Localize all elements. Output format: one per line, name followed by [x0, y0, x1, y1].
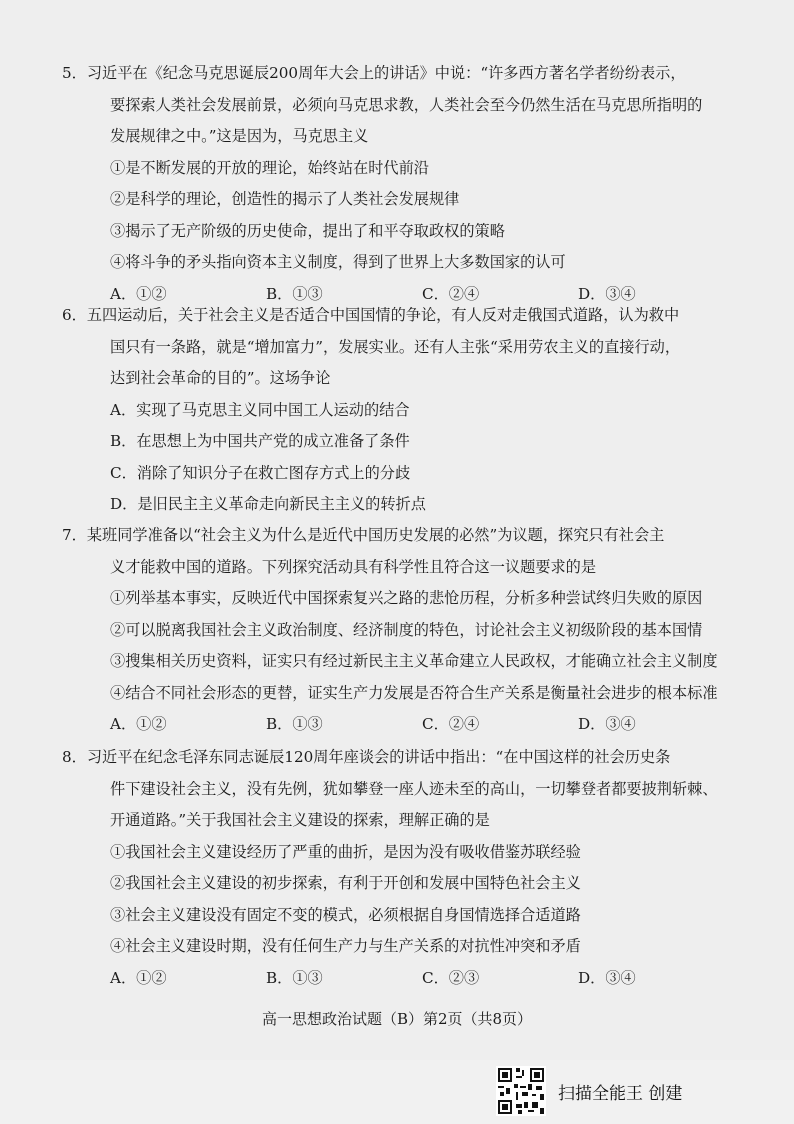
option-a[interactable]: A．①② [110, 284, 167, 303]
statement: ③揭示了无产阶级的历史使命，提出了和平夺取政权的策略 [110, 221, 505, 240]
option-b[interactable]: B．①③ [266, 715, 323, 733]
statement: ③社会主义建设没有固定不变的模式，必须根据自身国情选择合适道路 [110, 905, 581, 924]
option-b[interactable]: B．①③ [266, 968, 323, 987]
question-stem-line: 件下建设社会主义，没有先例，犹如攀登一座人迹未至的高山，一切攀登者都要披荆斩棘、 [110, 779, 718, 798]
question-stem-line: 6．五四运动后，关于社会主义是否适合中国国情的争论，有人反对走俄国式道路，认为救中 [62, 306, 680, 324]
option-a[interactable]: A．①② [110, 968, 167, 987]
option-a[interactable]: A．①② [110, 715, 167, 733]
question-stem-line: 义才能救中国的道路。下列探究活动具有科学性且符合这一议题要求的是 [110, 557, 596, 576]
scanner-watermark [496, 1066, 682, 1116]
question-stem-line: 8．习近平在纪念毛泽东同志诞辰120周年座谈会的讲话中指出：“在中国这样的社会历史条 [62, 748, 671, 766]
question-stem-line: 要探索人类社会发展前景，必须向马克思求教，人类社会至今仍然生活在马克思所指明的 [110, 95, 703, 114]
option-d[interactable]: D．③④ [578, 284, 636, 303]
question-5 [62, 58, 746, 310]
statement: ①是不断发展的开放的理论，始终站在时代前沿 [110, 158, 429, 177]
question-stem-line: 7．某班同学准备以“社会主义为什么是近代中国历史发展的必然”为议题，探究只有社会主 [62, 526, 665, 544]
answer-options [86, 963, 746, 995]
question-7 [62, 520, 746, 741]
question-stem-line: 达到社会革命的目的”。这场争论 [110, 369, 331, 387]
statement: ④社会主义建设时期，没有任何生产力与生产关系的对抗性冲突和矛盾 [110, 937, 581, 955]
statement: ③搜集相关历史资料，证实只有经过新民主主义革命建立人民政权，才能确立社会主义制度 [110, 652, 718, 670]
option-c[interactable]: C．消除了知识分子在救亡图存方式上的分歧 [110, 463, 411, 482]
option-b[interactable]: B．在思想上为中国共产党的成立准备了条件 [110, 432, 410, 450]
option-d[interactable]: D．是旧民主主义革命走向新民主主义的转折点 [110, 495, 426, 513]
option-c[interactable]: C．②③ [422, 968, 480, 987]
statement: ④结合不同社会形态的更替，证实生产力发展是否符合生产关系是衡量社会进步的根本标准 [110, 683, 718, 702]
statement: ②我国社会主义建设的初步探索，有利于开创和发展中国特色社会主义 [110, 874, 581, 892]
option-d[interactable]: D．③④ [578, 715, 636, 733]
option-b[interactable]: B．①③ [266, 284, 323, 303]
question-6 [62, 300, 746, 521]
statement: ②是科学的理论，创造性的揭示了人类社会发展规律 [110, 190, 460, 208]
statement: ①列举基本事实，反映近代中国探索复兴之路的悲怆历程，分析多种尝试终归失败的原因 [110, 589, 703, 607]
statement: ②可以脱离我国社会主义政治制度、经济制度的特色，讨论社会主义初级阶段的基本国情 [110, 620, 703, 639]
answer-options [86, 709, 746, 741]
question-stem-line: 5．习近平在《纪念马克思诞辰200周年大会上的讲话》中说：“许多西方著名学者纷纷表示， [62, 64, 686, 82]
option-d[interactable]: D．③④ [578, 968, 636, 987]
page-footer: 高一思想政治试题（B）第2页（共8页） [261, 1010, 533, 1028]
question-8 [62, 742, 746, 994]
option-c[interactable]: C．②④ [422, 715, 480, 733]
question-stem-line: 国只有一条路，就是“增加富力”，发展实业。还有人主张“采用劳农主义的直接行动， [110, 337, 681, 356]
question-stem-line: 发展规律之中。”这是因为，马克思主义 [110, 127, 369, 145]
scanner-label: 扫描全能王 创建 [558, 1083, 683, 1104]
question-stem-line: 开通道路。”关于我国社会主义建设的探索，理解正确的是 [110, 811, 490, 829]
qr-code-icon [496, 1066, 546, 1116]
option-c[interactable]: C．②④ [422, 284, 480, 303]
statement: ①我国社会主义建设经历了严重的曲折，是因为没有吸收借鉴苏联经验 [110, 842, 581, 861]
statement: ④将斗争的矛头指向资本主义制度，得到了世界上大多数国家的认可 [110, 253, 566, 271]
option-a[interactable]: A．实现了马克思主义同中国工人运动的结合 [110, 400, 410, 419]
